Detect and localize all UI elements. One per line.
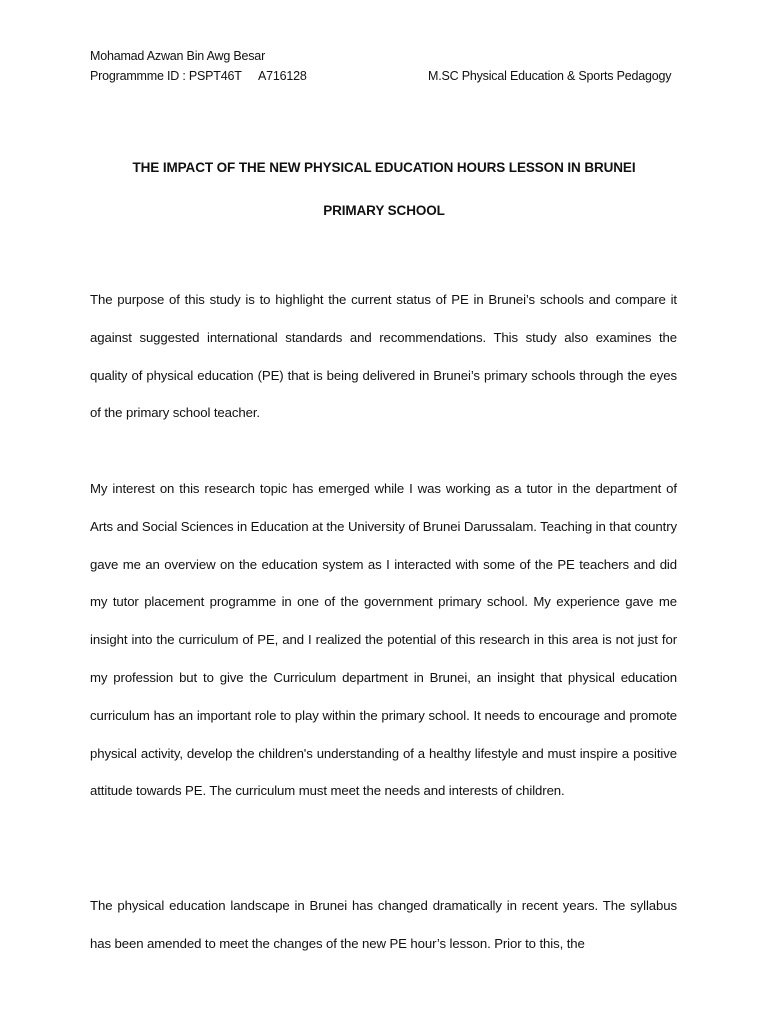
- body-paragraph-2: My interest on this research topic has emerged while I was working as a tutor in the department of Arts and Social Sciences in Education at the University of Brunei Darussalam. Teaching in that country gave me an overview on the education system as I interacted with some of the PE teachers and did my tutor placement programme in one of the government primary school. My experience gave me insight into the curriculum of PE, and I realized the potential of this research in this area is not just for my profession but to give the Curriculum department in Brunei, an insight that physical education curriculum has an important role to play within the primary school. It needs to encourage and promote physical activity, develop the children's understanding of a healthy lifestyle and must inspire a positive attitude towards PE. The curriculum must meet the needs and interests of children.: [90, 481, 677, 799]
- student-code: A716128: [258, 69, 307, 83]
- body-paragraph-3: The physical education landscape in Brunei has changed dramatically in recent years. The syllabus has been amended to meet the changes of the new PE hour’s lesson. Prior to this, the: [90, 898, 677, 951]
- programme-line: [90, 66, 690, 86]
- programme-id: Programmme ID : PSPT46T: [90, 69, 242, 83]
- document-title-line-2: PRIMARY SCHOOL: [323, 203, 445, 218]
- author-line: [90, 46, 690, 66]
- document-title-line-1: THE IMPACT OF THE NEW PHYSICAL EDUCATION HOURS LESSON IN BRUNEI: [132, 160, 636, 175]
- body-paragraph-1: The purpose of this study is to highlight the current status of PE in Brunei’s schools and compare it against suggested international standards and recommendations. This study also examines the quality of physical education (PE) that is being delivered in Brunei’s primary schools through the eyes of the primary school teacher.: [90, 292, 677, 421]
- author-name: Mohamad Azwan Bin Awg Besar: [90, 49, 266, 63]
- document-header: [90, 46, 690, 86]
- programme-name: M.SC Physical Education & Sports Pedagogy: [428, 69, 672, 83]
